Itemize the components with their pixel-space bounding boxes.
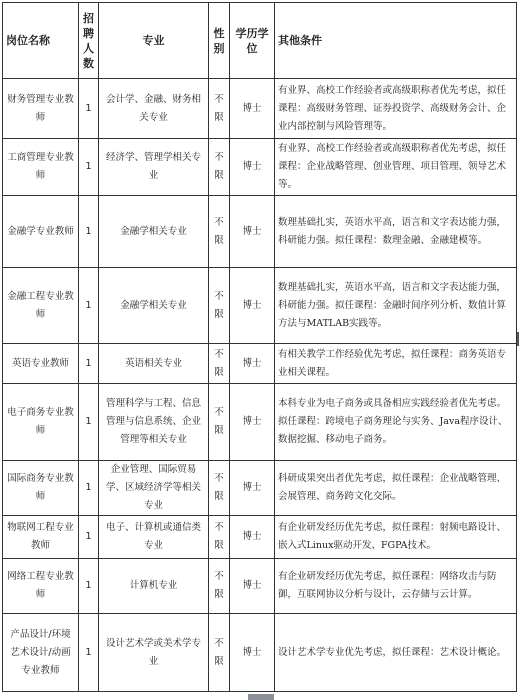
- cell-education: 博士: [230, 344, 275, 384]
- cell-number: 1: [79, 516, 99, 559]
- header-conditions: 其他条件: [275, 3, 517, 79]
- cell-major: 会计学、金融、财务相关专业: [99, 79, 209, 139]
- cell-position: 网络工程专业教师: [3, 559, 79, 614]
- header-education: 学历学位: [230, 3, 275, 79]
- table-row: [3, 196, 517, 268]
- cell-major: 经济学、管理学相关专业: [99, 139, 209, 196]
- cell-education: 博士: [230, 384, 275, 461]
- cell-conditions: 有业界、高校工作经验者或高级职称者优先考虑，拟任课程：高级财务管理、证券投资学、高级财务会计、企业内部控制与风险管理等。: [275, 79, 517, 139]
- cell-gender: 不限: [209, 559, 230, 614]
- cell-position: 英语专业教师: [3, 344, 79, 384]
- table-row: [3, 516, 517, 559]
- cell-position: 物联网工程专业教师: [3, 516, 79, 559]
- cell-education: 博士: [230, 268, 275, 344]
- table-row: [3, 384, 517, 461]
- cell-education: 博士: [230, 196, 275, 268]
- cell-gender: 不限: [209, 516, 230, 559]
- cell-education: 博士: [230, 461, 275, 516]
- scroll-handle[interactable]: [248, 694, 274, 700]
- cell-gender: 不限: [209, 614, 230, 692]
- table-row: [3, 79, 517, 139]
- cell-major: 金融学相关专业: [99, 196, 209, 268]
- cell-position: 金融工程专业教师: [3, 268, 79, 344]
- table-row: [3, 614, 517, 692]
- table-row: [3, 559, 517, 614]
- cell-conditions: 有业界、高校工作经验者或高级职称者优先考虑，拟任课程：企业战略管理、创业管理、项目管理、领导艺术等。: [275, 139, 517, 196]
- cell-number: 1: [79, 559, 99, 614]
- cell-major: 计算机专业: [99, 559, 209, 614]
- cell-number: 1: [79, 196, 99, 268]
- header-position: 岗位名称: [3, 3, 79, 79]
- table-row: [3, 139, 517, 196]
- cell-position: 工商管理专业教师: [3, 139, 79, 196]
- cell-conditions: 科研成果突出者优先考虑，拟任课程：企业战略管理、会展管理、商务跨文化交际。: [275, 461, 517, 516]
- cell-education: 博士: [230, 614, 275, 692]
- cell-conditions: 有企业研发经历优先考虑，拟任课程：射频电路设计、嵌入式Linux驱动开发、FGPA技术。: [275, 516, 517, 559]
- header-gender: 性别: [209, 3, 230, 79]
- cell-number: 1: [79, 139, 99, 196]
- table-row: [3, 461, 517, 516]
- cell-number: 1: [79, 461, 99, 516]
- cell-major: 企业管理、国际贸易学、区域经济学等相关专业: [99, 461, 209, 516]
- cell-education: 博士: [230, 516, 275, 559]
- cell-major: 设计艺术学或美术学专业: [99, 614, 209, 692]
- cell-education: 博士: [230, 559, 275, 614]
- table-header-row: [3, 3, 517, 79]
- cell-position: 产品设计/环境艺术设计/动画专业教师: [3, 614, 79, 692]
- cell-gender: 不限: [209, 79, 230, 139]
- cell-number: 1: [79, 344, 99, 384]
- cell-gender: 不限: [209, 268, 230, 344]
- cell-conditions: 有企业研发经历优先考虑，拟任课程：网络攻击与防御，互联网协议分析与设计，云存储与云计算。: [275, 559, 517, 614]
- cell-position: 财务管理专业教师: [3, 79, 79, 139]
- cell-education: 博士: [230, 79, 275, 139]
- cell-gender: 不限: [209, 139, 230, 196]
- cell-conditions: 有相关教学工作经验优先考虑，拟任课程：商务英语专业相关课程。: [275, 344, 517, 384]
- cell-number: 1: [79, 614, 99, 692]
- cell-major: 金融学相关专业: [99, 268, 209, 344]
- cell-major: 电子、计算机或通信类专业: [99, 516, 209, 559]
- cell-gender: 不限: [209, 384, 230, 461]
- table-row: [3, 268, 517, 344]
- cell-gender: 不限: [209, 461, 230, 516]
- cell-gender: 不限: [209, 344, 230, 384]
- cell-conditions: 设计艺术学专业优先考虑，拟任课程：艺术设计概论。: [275, 614, 517, 692]
- cell-position: 国际商务专业教师: [3, 461, 79, 516]
- cell-major: 英语相关专业: [99, 344, 209, 384]
- cell-major: 管理科学与工程、信息管理与信息系统、企业管理等相关专业: [99, 384, 209, 461]
- cell-position: 金融学专业教师: [3, 196, 79, 268]
- table-row: [3, 344, 517, 384]
- cell-position: 电子商务专业教师: [3, 384, 79, 461]
- cell-education: 博士: [230, 139, 275, 196]
- cell-conditions: 本科专业为电子商务或具备相应实践经验者优先考虑。拟任课程：跨境电子商务理论与实务、Java程序设计、数据挖掘、移动电子商务。: [275, 384, 517, 461]
- cell-gender: 不限: [209, 196, 230, 268]
- header-number: 招聘人数: [79, 3, 99, 79]
- cell-number: 1: [79, 79, 99, 139]
- header-major: 专业: [99, 3, 209, 79]
- cell-number: 1: [79, 268, 99, 344]
- cell-number: 1: [79, 384, 99, 461]
- cell-conditions: 数理基础扎实，英语水平高，语言和文字表达能力强，科研能力强。拟任课程：数理金融、金融建模等。: [275, 196, 517, 268]
- cell-conditions: 数理基础扎实，英语水平高，语言和文字表达能力强，科研能力强。拟任课程：金融时间序列分析、数值计算方法与MATLAB实践等。: [275, 268, 517, 344]
- recruitment-table: [2, 2, 517, 692]
